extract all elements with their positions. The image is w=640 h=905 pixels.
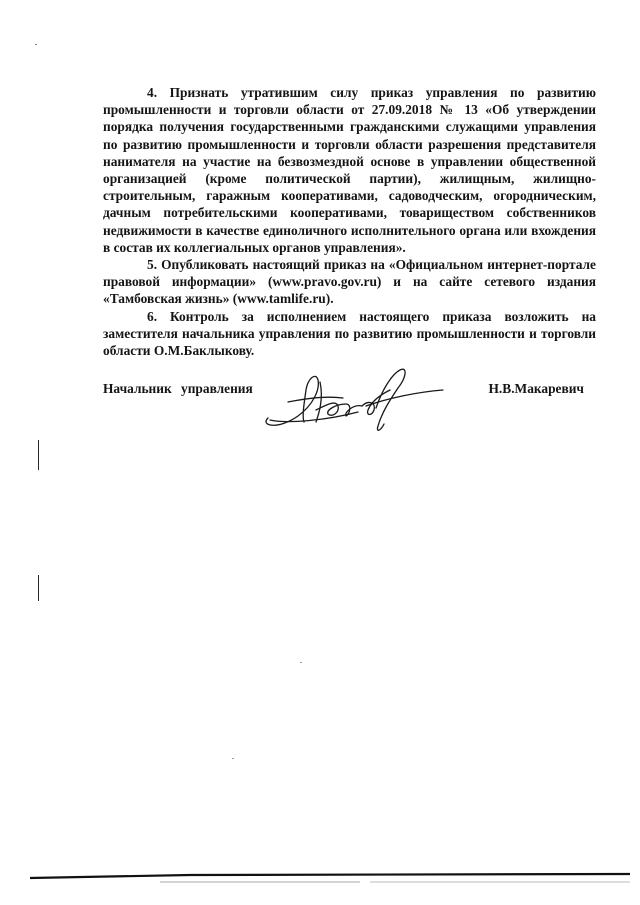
paragraph-6: 6. Контроль за исполнением настоящего приказа возложить на заместителя начальника управления по развитию промышленности и торговли области О.М.Баклыкову. <box>103 308 596 359</box>
scan-bottom-edge <box>30 872 630 884</box>
scan-artifact-dot-2 <box>300 662 302 663</box>
paragraph-4: 4. Признать утратившим силу приказ управления по развитию промышленности и торговли области от 27.09.2018 № 13 «Об утверждении порядка получения государственными гражданскими служащими управления по развитию промышленности и торговли области разрешения представителя нанимателя на участие на безвозмездной основе в управлении общественной организацией (кроме политической партии), жилищным, жилищно-строительным, гаражным кооперативами, садоводческим, огородническим, дачным потребительскими кооперативами, товариществом собственников недвижимости в качестве единоличного исполнительного органа или вхождения в состав их коллегиальных органов управления». <box>103 85 596 255</box>
document-body <box>103 84 596 359</box>
scan-artifact-left-bottom <box>38 575 39 601</box>
signatory-title: Начальник управления <box>103 381 253 396</box>
scan-artifact-dot-3 <box>232 758 234 759</box>
handwritten-signature <box>258 360 448 435</box>
scan-artifact-left-top <box>38 440 39 470</box>
scan-artifact-dot-1 <box>35 44 37 45</box>
paragraph-5: 5. Опубликовать настоящий приказ на «Официальном интернет-портале правовой информации» (www.pravo.gov.ru) и на сайте сетевого издания «Тамбовская жизнь» (www.tamlife.ru). <box>103 257 596 307</box>
signatory-name: Н.В.Макаревич <box>488 381 584 396</box>
